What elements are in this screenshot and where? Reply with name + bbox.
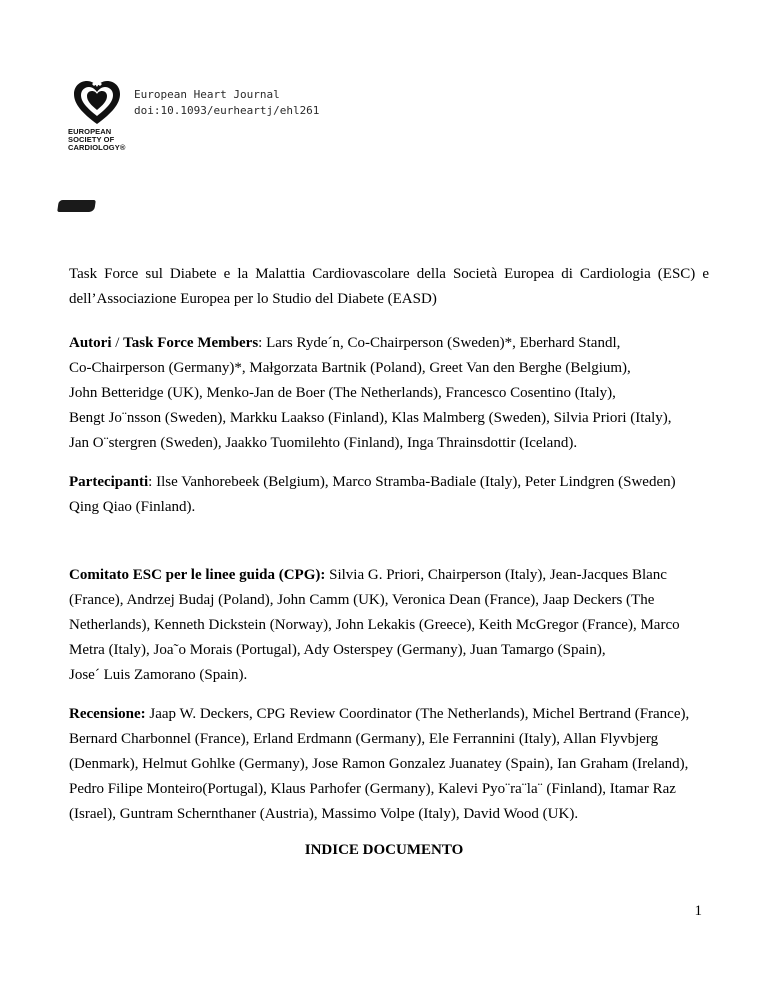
authors-paragraph (69, 331, 709, 456)
intro-line-1: Task Force sul Diabete e la Malattia Cardiovascolare della Società Europea di Cardiologia (ESC) e (69, 266, 709, 282)
committee-text-1: Silvia G. Priori, Chairperson (Italy), Jean-Jacques Blanc (325, 567, 667, 583)
committee-line-3: Netherlands), Kenneth Dickstein (Norway), John Lekakis (Greece), Keith McGregor (France), Marco (69, 617, 680, 633)
journal-doi: doi:10.1093/eurheartj/ehl261 (134, 104, 320, 117)
intro-paragraph (69, 262, 709, 312)
committee-line-2: (France), Andrzej Budaj (Poland), John Camm (UK), Veronica Dean (France), Jaap Deckers (The (69, 592, 655, 608)
authors-line-5: Jan O¨stergren (Sweden), Jaakko Tuomilehto (Finland), Inga Thrainsdottir (Iceland). (69, 435, 578, 451)
committee-line-4: Metra (Italy), Joa˜o Morais (Portugal), Ady Osterspey (Germany), Juan Tamargo (Spain), (69, 642, 606, 658)
heart-logo-icon (72, 80, 122, 126)
logo-line-3: CARDIOLOGY® (68, 143, 126, 152)
participants-paragraph (69, 470, 709, 520)
review-line-2: Bernard Charbonnel (France), Erland Erdmann (Germany), Ele Ferrannini (Italy), Allan Flyvbjerg (69, 731, 659, 747)
redacted-mark (57, 200, 96, 212)
journal-info (134, 87, 319, 119)
review-label: Recensione: (69, 706, 146, 722)
committee-line-1 (69, 563, 709, 588)
review-line-4: Pedro Filipe Monteiro(Portugal), Klaus Parhofer (Germany), Kalevi Pyo¨ra¨la¨ (Finland), Itamar Raz (69, 781, 676, 797)
participants-text-1: : Ilse Vanhorebeek (Belgium), Marco Stramba-Badiale (Italy), Peter Lindgren (Sweden) (148, 474, 676, 490)
review-line-5: (Israel), Guntram Schernthaner (Austria), Massimo Volpe (Italy), David Wood (UK). (69, 806, 579, 822)
committee-line-5: Jose´ Luis Zamorano (Spain). (69, 667, 248, 683)
review-text-1: Jaap W. Deckers, CPG Review Coordinator (The Netherlands), Michel Bertrand (France), (145, 706, 690, 722)
authors-text-1: Lars Ryde´n, Co-Chairperson (Sweden)*, Eberhard Standl, (262, 335, 621, 351)
committee-label: Comitato ESC per le linee guida (CPG): (69, 567, 326, 583)
authors-line-4: Bengt Jo¨nsson (Sweden), Markku Laakso (Finland), Klas Malmberg (Sweden), Silvia Priori (Italy), (69, 410, 672, 426)
authors-colon: : (258, 335, 263, 351)
authors-line-1 (69, 331, 709, 356)
review-paragraph (69, 702, 709, 827)
authors-line-3: John Betteridge (UK), Menko-Jan de Boer (The Netherlands), Francesco Cosentino (Italy), (69, 385, 616, 401)
logo-text (68, 128, 125, 152)
authors-label-a: Autori (69, 335, 112, 351)
participants-label: Partecipanti (69, 474, 149, 490)
index-heading: INDICE DOCUMENTO (304, 842, 464, 858)
review-line-3: (Denmark), Helmut Gohlke (Germany), Jose Ramon Gonzalez Juanatey (Spain), Ian Graham (Ireland), (69, 756, 689, 772)
esc-logo (68, 80, 130, 160)
participants-line-2: Qing Qiao (Finland). (69, 499, 196, 515)
authors-line-2: Co-Chairperson (Germany)*, Małgorzata Bartnik (Poland), Greet Van den Berghe (Belgium), (69, 360, 631, 376)
logo-line-1: EUROPEAN (68, 127, 112, 136)
committee-paragraph (69, 563, 709, 688)
logo-line-2: SOCIETY OF (68, 135, 115, 144)
review-line-1 (69, 702, 709, 727)
page-number: 1 (694, 903, 702, 919)
intro-line-2: dell’Associazione Europea per lo Studio del Diabete (EASD) (69, 291, 437, 307)
authors-separator: / (111, 335, 124, 351)
journal-name: European Heart Journal (134, 88, 280, 101)
authors-label-b: Task Force Members (123, 335, 259, 351)
participants-line-1 (69, 470, 709, 495)
